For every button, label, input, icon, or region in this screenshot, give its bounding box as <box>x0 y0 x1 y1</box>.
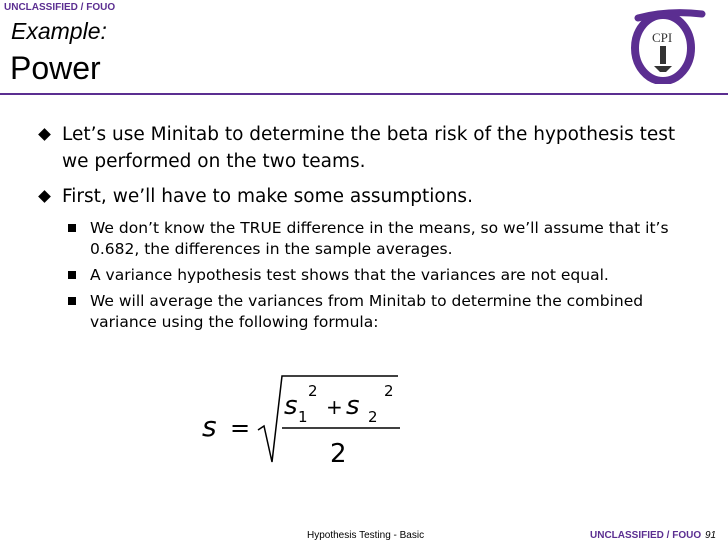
bullet-text: Let’s use Minitab to determine the beta risk of the hypothesis test we performed on the two teams. <box>62 124 676 172</box>
formula-term1: s <box>284 391 298 421</box>
square-bullet-icon <box>68 297 76 305</box>
sub-bullet-text: We don’t know the TRUE difference in the means, so we’ll assume that it’s 0.682, the differences in the sample averages. <box>90 219 669 258</box>
sub-bullet-item <box>62 291 704 333</box>
formula-equals: = <box>230 414 251 442</box>
diamond-bullet-icon <box>38 128 51 141</box>
page-number: 91 <box>705 530 717 541</box>
diamond-bullet-icon <box>38 190 51 203</box>
cpi-sigma-logo <box>618 6 708 84</box>
formula-sub2: 2 <box>368 408 378 426</box>
bullet-item <box>34 121 704 175</box>
title-divider <box>0 93 728 95</box>
classification-header: UNCLASSIFIED / FOUO <box>4 2 116 13</box>
logo-letters: CPI <box>652 30 673 45</box>
formula-lhs: s <box>202 410 217 443</box>
sub-bullet-text: A variance hypothesis test shows that the variances are not equal. <box>90 266 609 284</box>
bullet-item <box>34 183 704 210</box>
sub-bullet-item <box>62 218 704 260</box>
formula-term2: s <box>346 391 360 421</box>
square-bullet-icon <box>68 271 76 279</box>
slide-title-line1: Example: <box>11 18 107 44</box>
formula-sup1: 2 <box>308 382 318 400</box>
footer-title: Hypothesis Testing - Basic <box>307 530 425 541</box>
formula-plus: + <box>326 395 343 419</box>
sub-bullet-text: We will average the variances from Minitab to determine the combined variance using the following formula: <box>90 292 644 331</box>
bullet-text: First, we’ll have to make some assumptions. <box>62 186 473 207</box>
formula-sub1: 1 <box>298 408 308 426</box>
square-bullet-icon <box>68 224 76 232</box>
sub-bullet-item <box>62 265 704 286</box>
bullet-list <box>34 121 704 338</box>
pooled-variance-formula <box>198 370 408 470</box>
formula-denominator: 2 <box>330 439 347 469</box>
formula-sup2: 2 <box>384 382 394 400</box>
classification-footer: UNCLASSIFIED / FOUO <box>590 530 702 541</box>
slide-title-line2: Power <box>10 50 101 86</box>
